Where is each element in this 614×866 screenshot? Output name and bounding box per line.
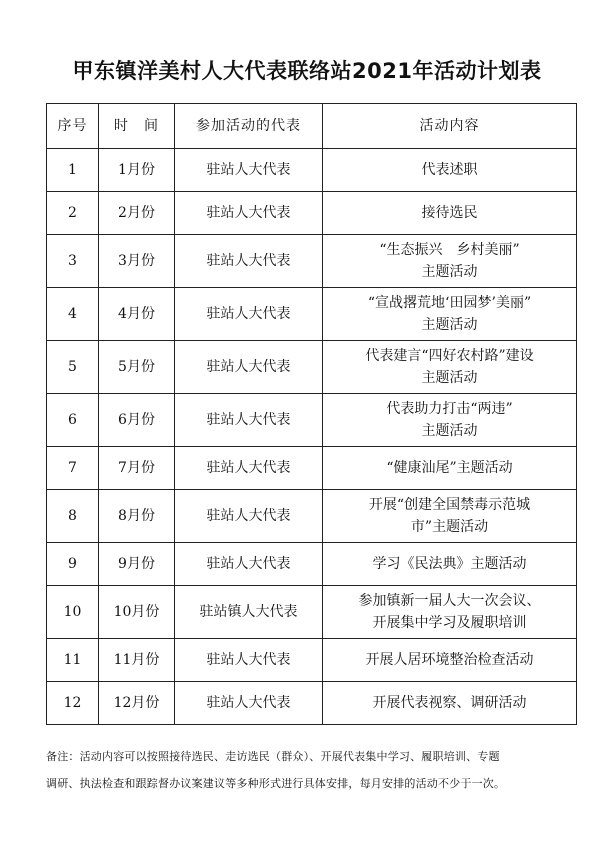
table-row: [47, 682, 577, 725]
cell-representative: 驻站人大代表: [175, 192, 323, 235]
content-line: 开展代表视察、调研活动: [372, 695, 527, 711]
content-line: 代表述职: [421, 162, 478, 178]
content-line: 主题活动: [421, 423, 478, 439]
table-row: [47, 192, 577, 235]
table-row: [47, 341, 577, 394]
cell-time: 6月份: [99, 394, 175, 447]
cell-seq: 5: [47, 341, 99, 394]
cell-content: [323, 490, 577, 543]
table-row: [47, 639, 577, 682]
content-line: 市”主题活动: [410, 519, 489, 535]
cell-content: [323, 586, 577, 639]
header-time: 时 间: [99, 104, 175, 149]
table-row: [47, 288, 577, 341]
content-line: 代表助力打击“两违”: [386, 401, 513, 417]
content-line: “生态振兴 乡村美丽”: [379, 242, 520, 258]
header-content: 活动内容: [323, 104, 577, 149]
content-line: 学习《民法典》主题活动: [372, 556, 527, 572]
cell-representative: 驻站人大代表: [175, 394, 323, 447]
cell-time: 10月份: [99, 586, 175, 639]
table-row: [47, 490, 577, 543]
cell-seq: 1: [47, 149, 99, 192]
cell-time: 1月份: [99, 149, 175, 192]
cell-representative: 驻站人大代表: [175, 447, 323, 490]
cell-seq: 2: [47, 192, 99, 235]
cell-content: [323, 447, 577, 490]
table-row: [47, 543, 577, 586]
cell-time: 4月份: [99, 288, 175, 341]
cell-time: 12月份: [99, 682, 175, 725]
cell-seq: 11: [47, 639, 99, 682]
cell-content: [323, 639, 577, 682]
cell-time: 11月份: [99, 639, 175, 682]
content-line: 开展人居环境整治检查活动: [365, 652, 534, 668]
cell-content: [323, 682, 577, 725]
content-line: “健康汕尾”主题活动: [386, 460, 513, 476]
table-row: [47, 447, 577, 490]
content-line: 主题活动: [421, 370, 478, 386]
cell-representative: 驻站人大代表: [175, 235, 323, 288]
cell-content: [323, 394, 577, 447]
content-line: 主题活动: [421, 264, 478, 280]
cell-content: [323, 341, 577, 394]
content-line: “宣战撂荒地‘田园梦’美丽”: [367, 295, 532, 311]
cell-content: [323, 192, 577, 235]
cell-seq: 8: [47, 490, 99, 543]
page-title: 甲东镇洋美村人大代表联络站2021年活动计划表: [72, 59, 542, 83]
cell-representative: 驻站人大代表: [175, 543, 323, 586]
table-row: [47, 235, 577, 288]
content-line: 代表建言“四好农村路”建设: [365, 348, 534, 364]
cell-seq: 7: [47, 447, 99, 490]
cell-time: 7月份: [99, 447, 175, 490]
content-line: 参加镇新一届人大一次会议、: [358, 593, 541, 609]
cell-content: [323, 288, 577, 341]
content-line: 开展“创建全国禁毒示范城: [368, 497, 531, 513]
cell-time: 3月份: [99, 235, 175, 288]
table-row: [47, 394, 577, 447]
cell-content: [323, 149, 577, 192]
cell-representative: 驻站人大代表: [175, 639, 323, 682]
cell-seq: 9: [47, 543, 99, 586]
cell-representative: 驻站人大代表: [175, 288, 323, 341]
remarks-line: 备注：活动内容可以按照接待选民、走访选民（群众）、开展代表集中学习、履职培训、专题: [46, 750, 500, 763]
header-representative: 参加活动的代表: [175, 104, 323, 149]
cell-seq: 12: [47, 682, 99, 725]
cell-content: [323, 543, 577, 586]
activity-plan-table: [46, 103, 577, 725]
remarks-line: 调研、执法检查和跟踪督办议案建议等多种形式进行具体安排，每月安排的活动不少于一次。: [46, 777, 506, 790]
table-row: [47, 586, 577, 639]
cell-time: 8月份: [99, 490, 175, 543]
cell-time: 9月份: [99, 543, 175, 586]
table-row: [47, 149, 577, 192]
cell-content: [323, 235, 577, 288]
cell-time: 2月份: [99, 192, 175, 235]
remarks-note: [46, 743, 580, 797]
cell-representative: 驻站人大代表: [175, 341, 323, 394]
cell-seq: 6: [47, 394, 99, 447]
header-seq: 序号: [47, 104, 99, 149]
content-line: 主题活动: [421, 317, 478, 333]
cell-representative: 驻站人大代表: [175, 149, 323, 192]
content-line: 开展集中学习及履职培训: [372, 615, 527, 631]
cell-representative: 驻站人大代表: [175, 490, 323, 543]
cell-representative: 驻站人大代表: [175, 682, 323, 725]
cell-representative: 驻站镇人大代表: [175, 586, 323, 639]
cell-seq: 10: [47, 586, 99, 639]
cell-time: 5月份: [99, 341, 175, 394]
content-line: 接待选民: [421, 205, 478, 221]
cell-seq: 3: [47, 235, 99, 288]
cell-seq: 4: [47, 288, 99, 341]
table-header-row: [47, 104, 577, 149]
